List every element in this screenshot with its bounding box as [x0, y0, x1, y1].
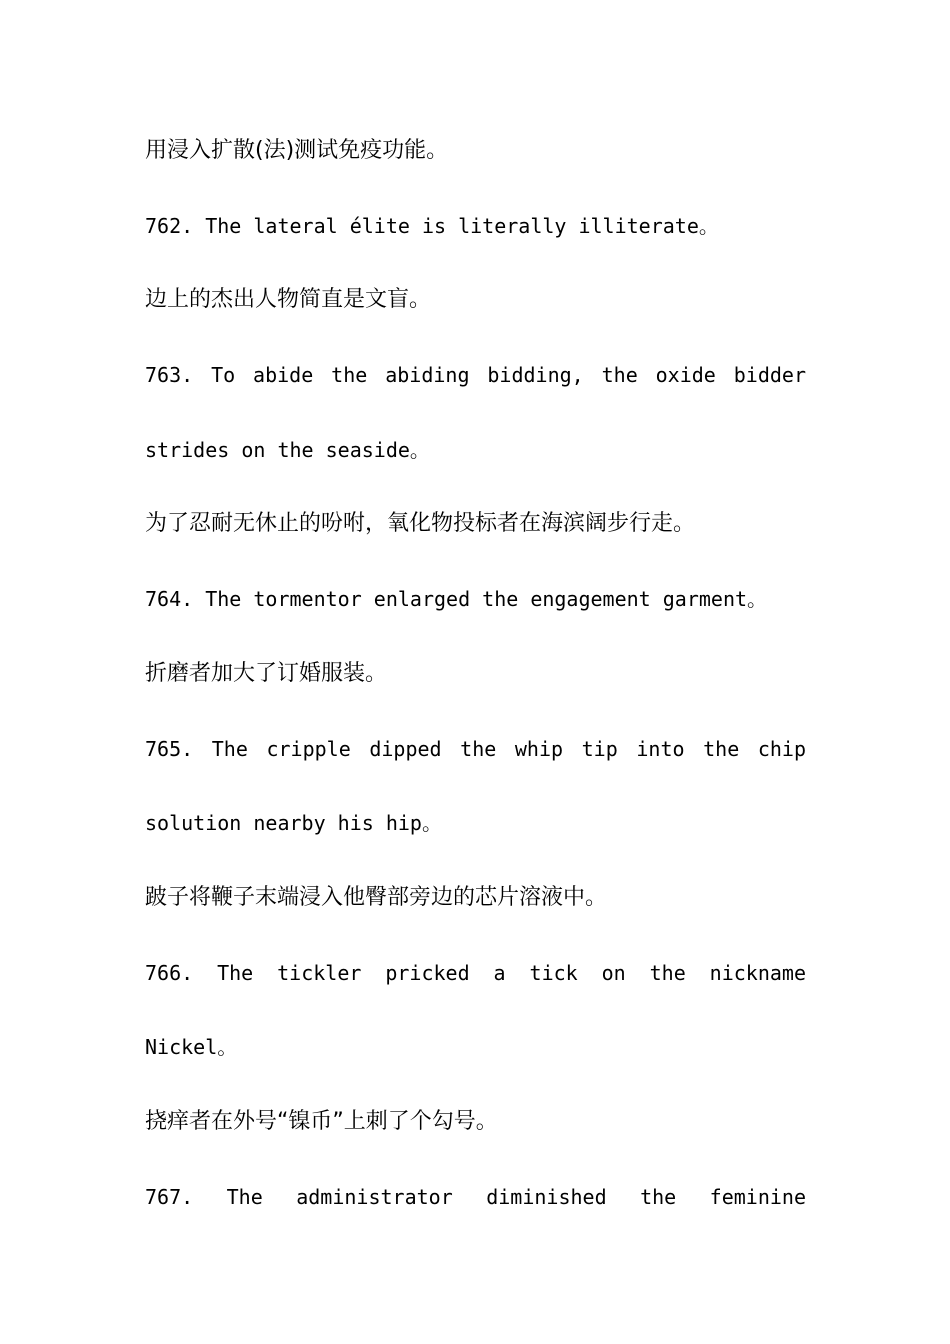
english-sentence-765-line-1: 765. The cripple dipped the whip tip into the chip	[145, 737, 806, 761]
chinese-translation-763: 为了忍耐无休止的吩咐，氧化物投标者在海滨阔步行走。	[145, 511, 696, 536]
english-sentence-766-line-2: Nickel。	[145, 1035, 238, 1059]
english-sentence-765-line-2: solution nearby his hip。	[145, 811, 442, 835]
chinese-translation-764: 折磨者加大了订婚服装。	[145, 661, 388, 686]
chinese-translation-761: 用浸入扩散(法)测试免疫功能。	[145, 138, 449, 163]
chinese-translation-762: 边上的杰出人物简直是文盲。	[145, 287, 432, 312]
english-sentence-762: 762. The lateral élite is literally illiterate。	[145, 214, 719, 238]
english-sentence-763-line-2: strides on the seaside。	[145, 438, 430, 462]
english-sentence-766-line-1: 766. The tickler pricked a tick on the nickname	[145, 961, 806, 985]
english-sentence-764: 764. The tormentor enlarged the engagement garment。	[145, 587, 768, 611]
english-sentence-763-line-1: 763. To abide the abiding bidding, the oxide bidder	[145, 363, 806, 387]
chinese-translation-765: 跛子将鞭子末端浸入他臀部旁边的芯片溶液中。	[145, 885, 608, 910]
english-sentence-767-line-1: 767. The administrator diminished the feminine	[145, 1185, 806, 1209]
chinese-translation-766: 挠痒者在外号“镍币”上刺了个勾号。	[145, 1109, 498, 1134]
